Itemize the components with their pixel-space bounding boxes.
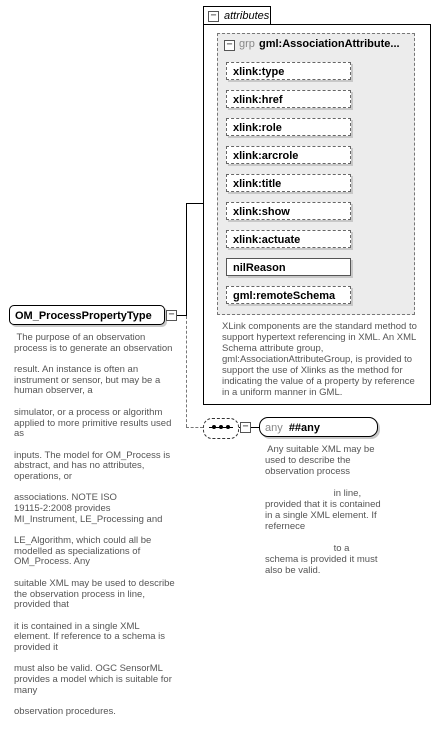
documentation-line: also be valid.: [265, 565, 321, 576]
documentation-line: 19115-2:2008 provides: [14, 503, 111, 514]
documentation-line: it is contained in a single XML: [14, 620, 140, 632]
documentation-line: used to describe the: [265, 455, 351, 466]
documentation-line: [14, 567, 189, 578]
documentation-line: support hypertext referencing in XML. An XML: [222, 332, 417, 343]
documentation-line: The purpose of an observation: [14, 332, 146, 343]
documentation-line: observation procedures.: [14, 706, 116, 718]
documentation-line: [14, 695, 189, 706]
collapse-icon[interactable]: −: [208, 11, 219, 22]
documentation-line: result. An instance is often an: [14, 364, 139, 376]
connector-line: [186, 203, 187, 316]
attributes-documentation: [222, 321, 427, 398]
documentation-line: indicating the value of a property by reference: [222, 376, 415, 387]
attribute-item[interactable]: xlink:arcrole: [226, 146, 351, 164]
sequence-dot: [219, 425, 223, 429]
sequence-compositor[interactable]: [203, 418, 239, 439]
documentation-line: abstract, and has no attributes,: [14, 460, 145, 472]
documentation-line: operations, or: [14, 470, 73, 482]
attribute-item[interactable]: xlink:title: [226, 174, 351, 192]
documentation-line: refernece: [265, 521, 306, 532]
connector-line: [186, 203, 203, 204]
attribute-item[interactable]: nilReason: [226, 258, 351, 276]
attributes-tab: [203, 6, 271, 26]
main-element-documentation: [14, 332, 189, 717]
documentation-line: in line,: [265, 488, 362, 499]
documentation-line: MI_Instrument, LE_Processing and: [14, 513, 163, 525]
attribute-item[interactable]: gml:remoteSchema: [226, 286, 351, 304]
documentation-line: [14, 439, 189, 450]
documentation-line: instrument or sensor, but may be a: [14, 374, 161, 386]
documentation-line: [14, 524, 189, 535]
documentation-line: element. If reference to a schema is: [14, 631, 166, 643]
documentation-line: in a single XML element. If: [265, 510, 377, 521]
connector-line: [177, 315, 186, 316]
documentation-line: provided that: [14, 599, 69, 611]
documentation-line: gml:AssociationAttributeGroup, is provided to: [222, 354, 413, 365]
documentation-line: to a: [265, 543, 350, 554]
documentation-line: [14, 610, 189, 621]
attribute-item[interactable]: xlink:href: [226, 90, 351, 108]
any-namespace: ##any: [288, 422, 321, 434]
collapse-icon[interactable]: −: [240, 422, 251, 433]
sequence-dot: [226, 425, 230, 429]
sequence-dot: [212, 425, 216, 429]
documentation-line: must also be valid. OGC SensorML: [14, 663, 163, 675]
documentation-line: modelled as specializations of: [14, 545, 141, 557]
documentation-line: [14, 396, 189, 407]
documentation-line: provides a model which is suitable for: [14, 674, 172, 685]
documentation-line: provided that it is contained: [265, 499, 381, 510]
documentation-line: human observer, a: [14, 385, 93, 397]
documentation-line: simulator, or a process or algorithm: [14, 406, 163, 418]
documentation-line: in a uniform manner in GML.: [222, 387, 343, 398]
documentation-line: OM_Process. Any: [14, 556, 91, 568]
connector-line: [251, 427, 259, 428]
documentation-line: schema is provided it must: [265, 554, 378, 565]
documentation-line: [14, 482, 189, 493]
attributes-header: attributes: [224, 10, 270, 22]
documentation-line: Any suitable XML may be: [265, 444, 375, 455]
any-keyword: any: [265, 422, 283, 434]
any-element-documentation: [265, 444, 405, 576]
documentation-line: inputs. The model for OM_Process is: [14, 449, 171, 461]
documentation-line: [265, 477, 405, 488]
documentation-line: observation process: [265, 466, 351, 477]
main-element[interactable]: [9, 305, 165, 325]
documentation-line: [14, 653, 189, 664]
documentation-line: process is to generate an observation: [14, 342, 173, 354]
attribute-item[interactable]: xlink:type: [226, 62, 351, 80]
documentation-line: applied to more primitive results used: [14, 417, 172, 429]
documentation-line: support the use of Xlinks as the method for: [222, 365, 403, 376]
documentation-line: many: [14, 684, 38, 696]
documentation-line: suitable XML may be used to describe: [14, 577, 175, 589]
documentation-line: as: [14, 428, 25, 440]
documentation-line: provided it: [14, 641, 58, 653]
documentation-line: the observation process in line,: [14, 588, 145, 600]
documentation-line: associations. NOTE ISO: [14, 492, 117, 504]
documentation-line: Schema attribute group,: [222, 343, 324, 354]
collapse-icon[interactable]: −: [224, 40, 235, 51]
attribute-item[interactable]: xlink:actuate: [226, 230, 351, 248]
group-name: gml:AssociationAttribute...: [259, 38, 400, 50]
documentation-line: [14, 353, 189, 364]
group-keyword: grp: [239, 38, 255, 50]
attribute-item[interactable]: xlink:show: [226, 202, 351, 220]
any-element[interactable]: [259, 417, 378, 437]
main-element-name: OM_ProcessPropertyType: [15, 310, 152, 322]
documentation-line: [265, 532, 405, 543]
attribute-item[interactable]: xlink:role: [226, 118, 351, 136]
documentation-line: XLink components are the standard method to: [222, 321, 417, 332]
documentation-line: LE_Algorithm, which could all be: [14, 535, 152, 547]
collapse-icon[interactable]: −: [166, 310, 177, 321]
